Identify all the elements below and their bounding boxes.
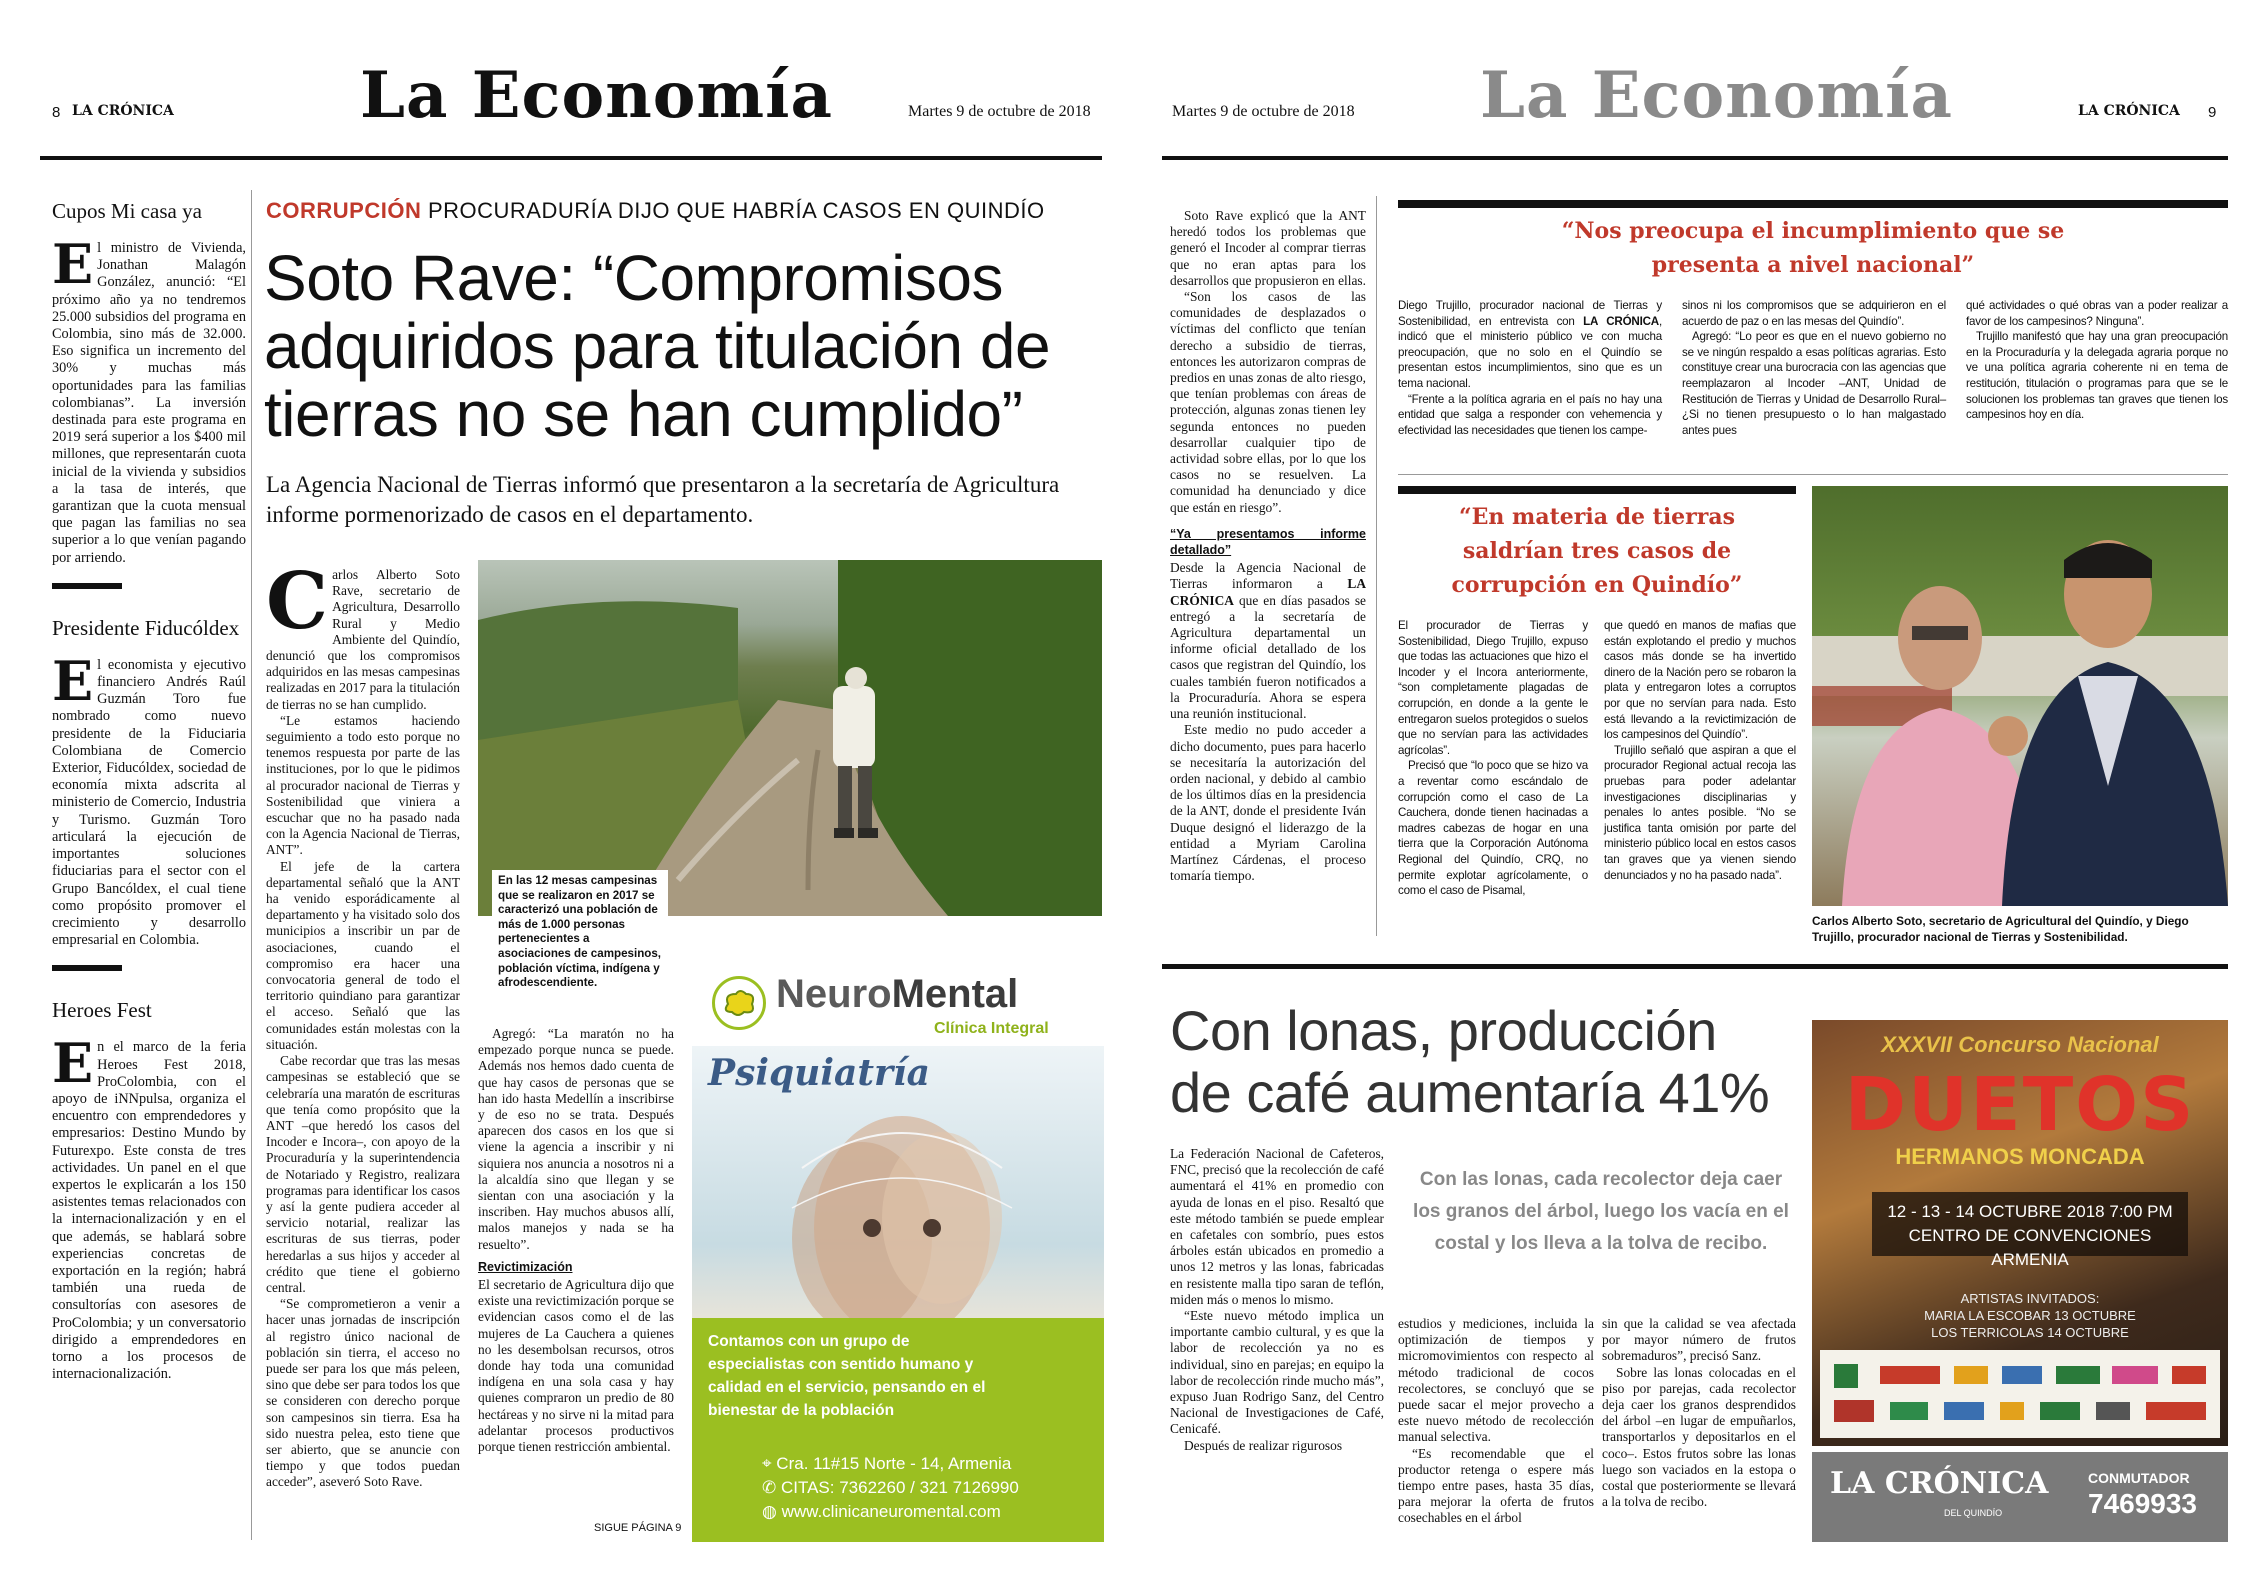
brief-divider (52, 965, 122, 971)
kicker-text: PROCURADURÍA DIJO QUE HABRÍA CASOS EN QUINDÍO (427, 198, 1045, 223)
location-pin-icon: ⌖ (762, 1454, 777, 1473)
section-rule (1162, 964, 2228, 969)
quote-column: Diego Trujillo, procurador nacional de Tierras y Sostenibilidad, en entrevista con LA CRÓNICA, indicó que el ministerio público ve con mucha preocupación, que no solo en el Quindío se presentan estos incumplimientos, sino que es un tema nacional. “Frente a la política agraria en el país no hay una entidad que salga a responder con vehemencia y efectividad las necesidades que tienen los campe- (1398, 299, 1662, 437)
ad-website-link[interactable]: www.clinicaneuromental.com (781, 1502, 1001, 1521)
story-column-1: Carlos Alberto Soto Rave, secretario de Agricultura, Desarrollo Rural y Medio Ambiente del Quindío, denunció que los compromisos adquiridos en las mesas campesinas realizadas en 2017 para la titulación de tierras no se han cumplido. “Le estamos haciendo seguimiento a todo esto porque no tenemos respuesta por parte de las instituciones, por lo que le pidimos al procurador nacional de Tierras y Sostenibilidad que viniera a escuchar que no ha pasado nada con la Agencia Nacional de Tierras, ANT”. El jefe de la cartera departamental señaló que la ANT ha venido esporádicamente al departamento y ha visitado solo dos municipios a inscribir un par de asociaciones, cuando el compromiso era hacer una convocatoria general de todo el territorio quindiano para garantizar el acceso. Señaló que las comunidades están molestas con la situación. Cabe recordar que tras las mesas campesinas se estableció que se celebraría una maratón de escrituras que tenía como propósito que la ANT –que heredó los casos del Incoder e Incora–, con apoyo de la Procuraduría y la superintendencia de Notariado y Registro, realizara programas para identificar los casos y así la gente pudiera acceder al servicio notarial, realizar las escrituras de sus tierras, poder heredarlas a sus hijos y acceder al crédito que tiene el gobierno central. “Se comprometieron a venir a hacer unas jornadas de inscripción al registro único nacional de población sin tierra, el acceso no puede ser para los que más peleen, sino que debe ser para todos los que se consideren con derecho porque son campesinos sin tierra. Esa ha sido nuestra pelea, esto tiene que ser abierto, que se anuncie con tiempo y que todos puedan acceder”, aseveró Soto Rave. (266, 556, 460, 1490)
sponsor-logo-icon (1880, 1366, 1940, 1384)
ad-brand: LA CRÓNICA (1830, 1466, 2049, 1501)
brief-body: El economista y ejecutivo financiero Andrés Raúl Guzmán Toro fue nombrado como nuevo presidente de la Fiduciaria Colombiana de Comercio Exterior, Fiducóldex, sociedad de economía mixta adscrita al ministerio de Comercio, Industria y Turismo. Guzmán Toro articulará la ejecución de importantes soluciones fiduciarias para el sector con el Grupo Bancóldex, el cual tiene como propósito promover el crecimiento y desarrollo empresarial en Colombia. (52, 648, 246, 949)
sponsor-logo-icon (2000, 1402, 2024, 1420)
duetos-poster-ad[interactable] (1812, 1020, 2228, 1446)
poster-edition: XXXVII Concurso Nacional (1881, 1032, 2159, 1057)
ad-contact: ⌖ Cra. 11#15 Norte - 14, Armenia ✆ CITAS: 7362260 / 321 7126990 ◍ www.clinicaneuromental.com (762, 1454, 1019, 1521)
quote-column: sinos ni los compromisos que se adquirieron en el acuerdo de paz o en las mesas del Quindío”. Agregó: “Lo peor es que en el nuevo gobierno no se ve ningún respaldo a esas políticas agrarias. Esto constituye crear una burocracia con las agencias que reemplazaron al Incoder –ANT, Unidad de Restitución de Tierras y Unidad de Desarrollo Rural– ¿Si no tienen presupuesto o lo han malgastado antes pues (1682, 299, 1946, 437)
kicker (266, 198, 1045, 224)
brief-body: En el marco de la feria Heroes Fest 2018, ProColombia, con el apoyo de iNNpulsa, organiza el encuentro con emprendedores y empresarios: Destino Mundo by Futurexpo. Este consta de tres actividades. Un panel en el que expertos le explicarán a los 150 asistentes temas relacionados con la internacionalización y en el que además, se hablará sobre experiencias concretas de exportación en la región; habrá también una rueda de consultorías con asesores de ProColombia; y un conversatorio dirigido a emprendedores en torno a los procesos de internacionalización. (52, 1031, 246, 1383)
top-rule (40, 156, 1102, 160)
quote-title: “Nos preocupa el incumplimiento que se presenta a nivel nacional” (1561, 218, 2065, 278)
sponsor-logo-icon (2040, 1402, 2080, 1420)
coffee-column-2: estudios y mediciones, incluida la optimización de tiempos y micromovimientos con respecto al método tradicional de cocos recolectores, se concluyó que se puede sacar el mejor provecho a este nuevo método de recolección manual selectiva. “Es recomendable que el productor retenga o espere más tiempo entre pases, hasta 35 días, para mejorar la oferta de frutos cosechables en el árbol (1398, 1316, 1594, 1526)
kicker-category: CORRUPCIÓN (266, 198, 422, 223)
page-number: 9 (2208, 104, 2217, 121)
brief-body: El ministro de Vivienda, Jonathan Malagón González, anunció: “El próximo año ya no tendremos 25.000 subsidios del programa en Colombia, sino más de 32.000. Eso significa un incremento del 30% y muchas más oportunidades para las familias colombianas”. La inversión destinada para este programa en 2019 será superior a los $400 mil millones, que representarán cuota inicial de la vivienda y subsidios a la tasa de interés, que garantizan que la cuota mensual que pagan las familias no sea superior a lo que venían pagando por arriendo. (52, 232, 246, 566)
quote-column: qué actividades o qué obras van a poder realizar a favor de los campesinos? Ninguna”. Trujillo manifestó que hay una gran preocupación en la Procuraduría y la delegada agraria porque no ve una política agraria coherente ni en tema de restitución, titulación o programas para que se le solucionen los problemas tan graves que tienen los campesinos hoy en día. (1966, 299, 2228, 422)
sponsor-logo-icon (2172, 1366, 2206, 1384)
ad-brand: NeuroMental (776, 972, 1019, 1016)
quote-column: El procurador de Tierras y Sostenibilidad, Diego Trujillo, expuso que todas las actuaciones que hizo el Incoder y el Incora anteriormente, “son completamente plagadas de corrupción, en donde a la gente le entregaron suelos protegidos o suelos que no servían para las actividades agrícolas”. Precisó que “lo poco que se hizo va a reventar como escándalo de corrupción como el caso de La Cauchera, donde tienen hacinadas a madres cabezas de hogar en una tierra que la Corporación Autónoma Regional del Quindío, CRQ, no permite explotar agrícolamente, o como el caso de Pisamal, (1398, 619, 1588, 898)
photo-illustration (478, 560, 1102, 916)
poster-title: DUETOS (1844, 1062, 2196, 1148)
field-road-photo (478, 560, 1102, 916)
issue-date: Martes 9 de octubre de 2018 (1172, 103, 1355, 120)
poster-guests: ARTISTAS INVITADOS: MARIA LA ESCOBAR 13 OCTUBRE LOS TERRICOLAS 14 OCTUBRE (1924, 1291, 2136, 1340)
issue-date: Martes 9 de octubre de 2018 (908, 103, 1091, 120)
sponsor-logo-icon (1890, 1402, 1928, 1420)
quote-column: que quedó en manos de mafias que están explotando el predio y muchos casos más donde se ha invertido dinero de la Nación pero se robaron la plata y entregaron lotes a corruptos por que no servían para nada. Esto está llevando a la revictimización de los campesinos del Quindío”. Trujillo señaló que aspiran a que el procurador Regional actual recoja las pruebas para poder adelantar investigaciones disciplinarias y penales lo antes posible. “No se justifica tanta omisión por parte del ministerio público local en estos casos tan graves que ya vienen siendo denunciados y no ha pasado nada”. (1604, 619, 1796, 882)
subhead: “Ya presentamos informe detallado” (1170, 526, 1366, 558)
sponsor-strip (1820, 1350, 2220, 1438)
sponsor-logo-icon (1944, 1402, 1984, 1420)
quote-title: “En materia de tierras saldrían tres casos de corrupción en Quindío” (1451, 504, 1743, 598)
box-top-bar (1398, 200, 2228, 208)
continues-label: SIGUE PÁGINA 9 (594, 1522, 682, 1534)
brief-title: Cupos Mi casa ya (52, 199, 202, 223)
brief-title: Heroes Fest (52, 998, 152, 1023)
briefs-column (52, 194, 246, 1383)
switchboard-label: CONMUTADOR (2088, 1470, 2190, 1486)
sponsor-logo-icon (1834, 1364, 1858, 1388)
section-masthead: La Economía (360, 58, 833, 133)
sponsor-logo-icon (2146, 1402, 2206, 1420)
sponsor-logo-icon (2056, 1366, 2100, 1384)
brand-label: LA CRÓNICA (72, 103, 174, 119)
brief-title: Presidente Fiducóldex (52, 615, 240, 640)
sponsor-logo-icon (2112, 1366, 2158, 1384)
photo-caption: En las 12 mesas campesinas que se realizaron en 2017 se caracterizó una población de más de 1.000 personas pertenecientes a asociaciones de campesinos, población víctima, indígena y afrodescendiente. (492, 870, 668, 995)
top-rule (1162, 156, 2228, 160)
section-masthead: La Economía (1480, 58, 1953, 133)
ad-pitch: Contamos con un grupo de especialistas con sentido humano y calidad en el servicio, pensando en el bienestar de la población (708, 1333, 986, 1419)
subhead: Revictimización (478, 1259, 573, 1274)
drop-cap: C (266, 556, 329, 647)
phone-icon: ✆ (762, 1478, 781, 1497)
sponsor-logo-icon (1834, 1400, 1874, 1422)
coffee-column-1: La Federación Nacional de Cafeteros, FNC, precisó que la recolección de café aumentará el 41% en promedio con ayuda de lonas en el piso. Resaltó que este método también se puede emplear en cafetales con sombrío, pues estos árboles están ubicados en promedio a unos 12 metros y las lonas, fabricadas en resistente malla tipo saran de teflón, miden más o menos lo mismo. “Este nuevo método implica un importante cambio cultural, y es que la labor de recolección ya no es individual, sino en parejas; en equipo la labor de recolección rinde mucho más”, expuso Juan Rodrigo Sanz, del Centro Nacional de Investigaciones de Café, Cenicafé. Después de realizar rigurosos (1170, 1146, 1384, 1453)
ad-brand-sub: DEL QUINDÍO (1944, 1508, 2003, 1518)
brain-logo-icon (712, 976, 766, 1030)
sponsor-logo-icon (1954, 1366, 1988, 1384)
switchboard-phone: 7469933 (2088, 1488, 2198, 1519)
coffee-column-3: sin que la calidad se vea afectada por mayor número de frutos sobremaduros”, precisó Sanz. Sobre las lonas colocadas en el piso por parejas, cada recolector deja caer los granos desprendidos del árbol –en lugar de empuñarlos, transportarlos y depositarlos en el coco–. Estos frutos sobre las lonas luego son vaciados en la estopa o costal que posteriormente se llevará a la tolva de recibo. (1602, 1316, 1796, 1510)
ad-specialty: Psiquiatría (708, 1052, 930, 1094)
ad-tagline: Clínica Integral (934, 1020, 1049, 1037)
sponsor-logo-icon (2002, 1366, 2042, 1384)
coffee-headline: Con lonas, producción de café aumentaría 41% (1170, 999, 1770, 1124)
globe-icon: ◍ (762, 1502, 782, 1521)
drop-cap: E (52, 1031, 94, 1096)
story-column-3: Soto Rave explicó que la ANT heredó todos los problemas que generó el Incoder al comprar tierras que no eran aptas para los desarrollos que propusieron en ellas. “Son los casos de las comunidades de desplazados o víctimas del conflicto que tenían derecho a subsidio de tierras, entonces les autorizaron compras de predios en unas zonas de alto riesgo, que tenían problemas con áreas de protección, algunas zonas tienen ley segunda entonces no pueden desarrollar cualquier tipo de actividad sobre ellas, por lo que los casos no se resuelven. La comunidad ha denunciado y dice que están en riesgo”. “Ya presentamos informe detallado” Desde la Agencia Nacional de Tierras informaron a LA CRÓNICA que en días pasados se entregó a la secretaría de Agricultura departamental un informe oficial detallado de los casos que registran del Quindío, los cuales también fueron notificados a la Procuraduría. Ahora se espera una reunión institucional. Este medio no pudo acceder a dicho documento, pues para hacerlo se necesitaría la autorización del orden nacional, y debido al cambio de los últimos días en la presidencia de la ANT, donde el presidente Iván Duque designó el liderazgo de la entidad a Myriam Carolina Martínez Cárdenas, el proceso tomaría tiempo. (1170, 208, 1366, 884)
officials-photo (1812, 486, 2228, 906)
box-top-bar (1398, 486, 1796, 494)
column-rule (251, 190, 252, 1540)
poster-dates: 12 - 13 - 14 OCTUBRE 2018 7:00 PM CENTRO DE CONVENCIONES ARMENIA (1887, 1202, 2173, 1269)
headline: Soto Rave: “Compromisos adquiridos para titulación de tierras no se han cumplido” (264, 242, 1051, 450)
brand-label: LA CRÓNICA (2078, 103, 2180, 119)
neuromental-ad[interactable] (692, 958, 1104, 1542)
poster-subtitle: HERMANOS MONCADA (1895, 1144, 2145, 1169)
page-number: 8 (52, 104, 61, 121)
column-rule (1376, 196, 1377, 936)
brief-divider (52, 583, 122, 589)
box-divider (1398, 474, 2228, 475)
photo-caption: Carlos Alberto Soto, secretario de Agricultural del Quindío, y Diego Trujillo, procurador nacional de Tierras y Sostenibilidad. (1812, 914, 2189, 944)
sponsor-logo-icon (2096, 1402, 2130, 1420)
switchboard-ad[interactable] (1812, 1452, 2228, 1542)
drop-cap: E (52, 232, 94, 296)
deck: La Agencia Nacional de Tierras informó que presentaron a la secretaría de Agricultura informe pormenorizado de casos en el departamento. (266, 472, 1060, 527)
right-page (1134, 0, 2268, 1586)
pull-quote: Con las lonas, cada recolector deja caer los granos del árbol, luego los vacía en el costal y los lleva a la tolva de recibo. (1413, 1169, 1789, 1254)
drop-cap: E (52, 648, 94, 713)
story-column-2: Agregó: “La maratón no ha empezado porque nunca se puede. Además nos hemos dado cuenta de que hay casos de personas que se han ido hasta Medellín a inscribirse y de eso no se trata. Después aparecen dos casos en los que si viene la agencia a inscribir y ni siquiera nos anuncia a nosotros ni a la alcaldía sino que llegan y se sientan con una asociación y la inscriben. Hay muchos abusos allí, malos manejos y nada se ha resuelto”. Revictimización El secretario de Agricultura dijo que existe una revictimización porque se evidencian casos como el de las mujeres de La Cauchera a quienes no les desembolsan recursos, otros donde hay toda una comunidad indígena en una sola casa y hay quienes compraron un predio de 80 hectáreas y no sirve ni la mitad para adelantar procesos productivos porque tienen restricción ambiental. (478, 1026, 674, 1455)
